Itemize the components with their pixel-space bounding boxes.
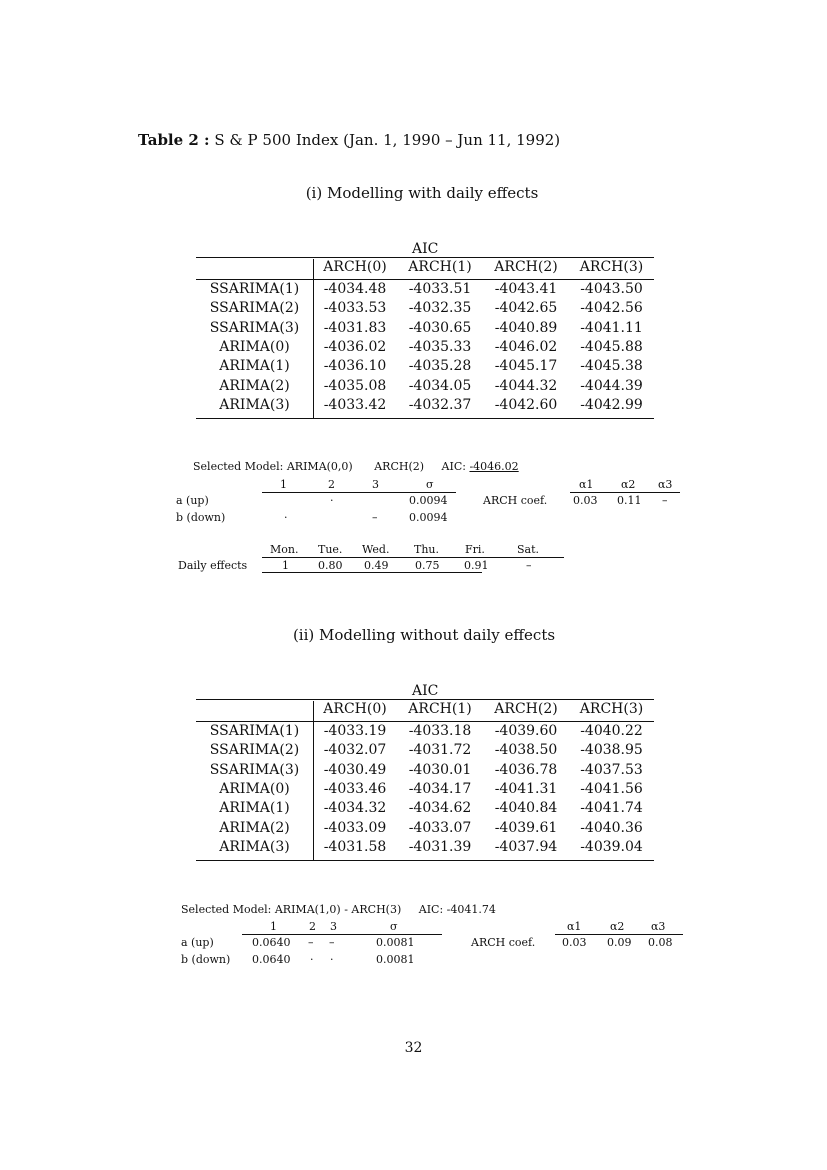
aic-bottom-rule [196,418,654,419]
arch-coef-1-a2: 0.11 [617,494,642,507]
aic-header-rule [196,279,654,280]
aic-header-rule [196,721,654,722]
table-cell: -4045.38 [580,358,643,375]
row-label: SSARIMA(2) [209,300,300,317]
coef2-row-b-3: · [330,953,334,966]
alpha1-header: α1 [579,478,594,491]
coef2-row-a-sigma: 0.0081 [376,936,415,949]
table-row [196,281,654,300]
table-row [196,339,654,358]
arch-coef-label-2: ARCH coef. [471,936,536,949]
table-cell: -4044.39 [580,377,643,394]
aic-label: AIC [412,241,439,257]
daily-thu-value: 0.75 [415,559,440,572]
coef2-row-b-1: 0.0640 [252,953,291,966]
coef-row-b-3: – [372,511,378,524]
coef-header-1: 1 [280,478,287,491]
coef2-row-b-label: b (down) [181,953,231,966]
table-cell: -4039.60 [494,723,558,739]
coef-row-b-1: · [284,511,288,524]
daily-rule-bottom [262,572,482,573]
table-cell: -4033.18 [408,723,472,739]
coef-row-b-sigma: 0.0094 [409,511,448,524]
daily-effects-label: Daily effects [178,559,248,572]
table-cell: -4040.22 [580,723,643,739]
aic-header-row [196,701,654,720]
row-label: ARIMA(3) [219,838,290,855]
table-cell: -4034.05 [408,377,472,394]
table-row [196,762,654,781]
arch-coef-2-a3: 0.08 [648,936,673,949]
row-label: SSARIMA(1) [209,281,300,297]
alpha2-header: α2 [621,478,636,491]
selected-model-1-name: Selected Model: ARIMA(0,0) [193,460,353,473]
coef2-header-1: 1 [270,920,277,933]
day-wed: Wed. [362,543,390,556]
aic-top-rule [196,257,654,258]
coef-row-a-sigma: 0.0094 [409,494,448,507]
column-header: ARCH(3) [579,259,644,275]
arch-coef-2-a1: 0.03 [562,936,587,949]
coef-row-a-2: · [330,494,334,507]
table-row [196,320,654,339]
alpha2-2-header: α2 [610,920,625,933]
table-cell: -4037.94 [494,838,558,855]
section2-heading: (ii) Modelling without daily effects [292,626,556,644]
table-row [196,839,654,858]
row-label: SSARIMA(1) [209,723,300,739]
table-cell: -4040.36 [580,819,643,836]
table-row [196,781,654,800]
table-cell: -4035.33 [408,338,472,355]
table-row [196,300,654,319]
table-cell: -4032.07 [323,742,387,759]
row-label: ARIMA(0) [219,780,290,797]
column-header: ARCH(2) [494,259,558,275]
table-cell: -4034.48 [323,281,387,297]
coef2-row-a-1: 0.0640 [252,936,291,949]
column-header: ARCH(3) [579,701,644,717]
table-cell: -4037.53 [580,761,643,778]
row-label: ARIMA(1) [219,358,290,375]
table-cell: -4030.49 [323,761,387,778]
table-cell: -4033.42 [323,396,387,413]
table-cell: -4044.32 [494,377,558,394]
column-header: ARCH(0) [323,259,387,275]
table-cell: -4031.39 [408,838,472,855]
table-cell: -4035.08 [323,377,387,394]
row-label: ARIMA(1) [219,800,290,817]
coef-row-b-label: b (down) [176,511,226,524]
section1-heading: (i) Modelling with daily effects [305,184,539,202]
table-cell: -4032.35 [408,300,472,317]
alpha2-1-header: α1 [567,920,582,933]
selected-model-2 [181,903,496,916]
coef2-row-a-3: – [329,936,335,949]
row-label: ARIMA(2) [219,819,290,836]
table-cell: -4042.65 [494,300,558,317]
table-cell: -4040.89 [494,319,558,336]
selected-model-1-arch: ARCH(2) [374,460,425,473]
table-cell: -4043.50 [580,281,643,297]
table-cell: -4042.60 [494,396,558,413]
table-row [196,397,654,416]
selected-model-2-aic: AIC: -4041.74 [418,903,496,916]
table-cell: -4030.65 [408,319,472,336]
aic-top-rule [196,699,654,700]
arch-coef-1-a3: – [662,494,668,507]
table-row [196,800,654,819]
row-label: ARIMA(2) [219,377,290,394]
table-cell: -4033.53 [323,300,387,317]
table-cell: -4041.31 [494,780,558,797]
day-mon: Mon. [270,543,299,556]
coef-header-3: 3 [372,478,379,491]
alpha3-header: α3 [658,478,673,491]
coef2-row-a-2: – [308,936,314,949]
coef-header-sigma: σ [426,478,434,491]
table-cell: -4031.83 [323,319,387,336]
table-cell: -4039.61 [494,819,558,836]
table-cell: -4030.01 [408,761,472,778]
table-cell: -4036.10 [323,358,387,375]
table-cell: -4036.02 [323,338,387,355]
arch-rule-1 [570,492,680,493]
selected-model-1-aic-value: -4046.02 [469,460,519,473]
table-cell: -4034.32 [323,800,387,817]
daily-tue-value: 0.80 [318,559,343,572]
selected-model-2-name: Selected Model: ARIMA(1,0) - ARCH(3) [181,903,402,916]
arch-coef-2-a2: 0.09 [607,936,632,949]
table-cell: -4043.41 [494,281,558,297]
row-label: SSARIMA(3) [209,319,300,336]
table-cell: -4041.56 [580,780,643,797]
column-header: ARCH(2) [494,701,558,717]
table-cell: -4033.19 [323,723,387,739]
coef2-header-2: 2 [309,920,316,933]
row-label: ARIMA(3) [219,396,290,413]
day-fri: Fri. [465,543,485,556]
table-cell: -4035.28 [408,358,472,375]
table-row [196,378,654,397]
table-cell: -4032.37 [408,396,472,413]
arch-coef-1-a1: 0.03 [573,494,598,507]
table-cell: -4033.09 [323,819,387,836]
table-cell: -4041.74 [580,800,643,817]
daily-sat-value: – [526,559,532,572]
table-cell: -4033.51 [408,281,472,297]
table-title-label: Table 2 : [138,131,210,149]
aic-bottom-rule [196,860,654,861]
table-row [196,742,654,761]
coef-row-a-label: a (up) [176,494,209,507]
table-cell: -4045.17 [494,358,558,375]
coef-header-2: 2 [328,478,335,491]
coef2-row-b-2: · [310,953,314,966]
daily-wed-value: 0.49 [364,559,389,572]
table-cell: -4034.17 [408,780,472,797]
arch-coef-label-1: ARCH coef. [483,494,548,507]
table-row [196,358,654,377]
table-row [196,820,654,839]
table-title [138,131,560,149]
column-header: ARCH(1) [408,259,472,275]
table-cell: -4038.95 [580,742,643,759]
aic-table-no-daily-effects [196,683,654,863]
table-cell: -4039.04 [580,838,643,855]
row-label: SSARIMA(3) [209,761,300,778]
table-cell: -4046.02 [494,338,558,355]
table-cell: -4036.78 [494,761,558,778]
table-cell: -4031.72 [408,742,472,759]
table-title-text: S & P 500 Index (Jan. 1, 1990 – Jun 11, 1992) [214,131,561,149]
page-number: 32 [404,1040,423,1056]
coef2-row-b-sigma: 0.0081 [376,953,415,966]
row-label: SSARIMA(2) [209,742,300,759]
column-header: ARCH(1) [408,701,472,717]
table-cell: -4042.56 [580,300,643,317]
daily-mon-value: 1 [282,559,289,572]
table-cell: -4033.46 [323,780,387,797]
aic-label: AIC [412,683,439,699]
day-sat: Sat. [517,543,540,556]
table-cell: -4040.84 [494,800,558,817]
table-cell: -4033.07 [408,819,472,836]
selected-model-1-aic-label: AIC: [441,460,466,473]
day-tue: Tue. [318,543,343,556]
row-label: ARIMA(0) [219,338,290,355]
table-cell: -4034.62 [408,800,472,817]
aic-table-daily-effects [196,241,654,421]
daily-rule [262,557,564,558]
selected-model-1 [193,460,519,473]
table-cell: -4031.58 [323,838,387,855]
table-cell: -4045.88 [580,338,643,355]
alpha2-3-header: α3 [651,920,666,933]
aic-header-row [196,259,654,278]
table-cell: -4042.99 [580,396,643,413]
coef2-header-3: 3 [330,920,337,933]
column-header: ARCH(0) [323,701,387,717]
arch2-rule [555,934,683,935]
coef2-header-sigma: σ [390,920,398,933]
daily-fri-value: 0.91 [464,559,489,572]
coef2-rule [242,934,442,935]
coef-rule-1 [262,492,456,493]
table-row [196,723,654,742]
table-cell: -4038.50 [494,742,558,759]
coef2-row-a-label: a (up) [181,936,214,949]
day-thu: Thu. [414,543,440,556]
table-cell: -4041.11 [580,319,643,336]
